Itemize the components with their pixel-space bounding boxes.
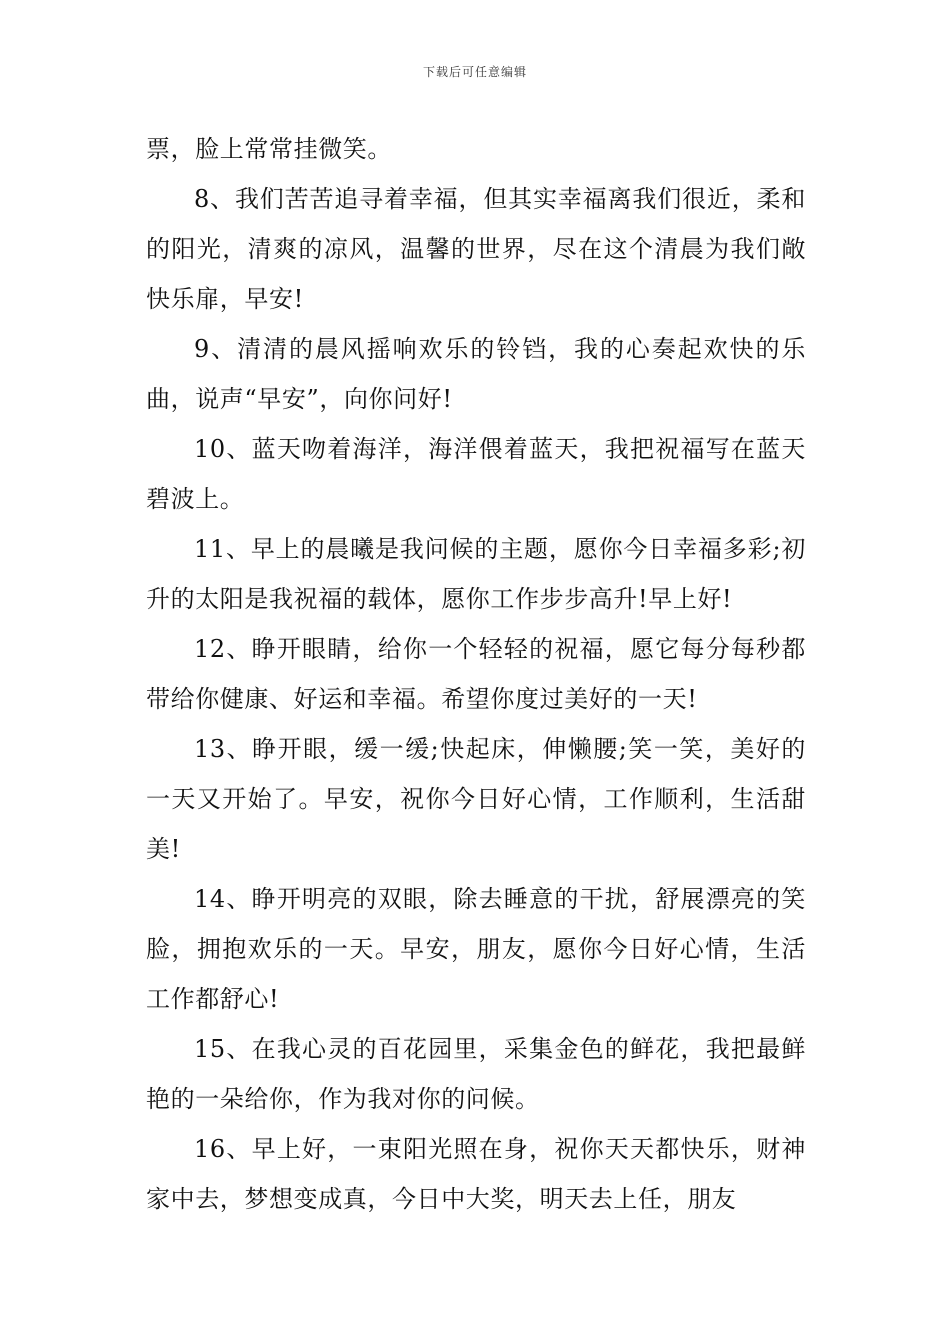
paragraph-15: 15、在我心灵的百花园里，采集金色的鲜花，我把最鲜艳的一朵给你，作为我对你的问候。 [146,1035,806,1113]
paragraph-11: 11、早上的晨曦是我问候的主题，愿你今日幸福多彩;初升的太阳是我祝福的载体，愿你工作步步高升!早上好! [146,535,806,613]
paragraph-continuation: 票，脸上常常挂微笑。 [146,135,392,163]
paragraph-12: 12、睁开眼睛，给你一个轻轻的祝福，愿它每分每秒都带给你健康、好运和幸福。希望你度过美好的一天! [146,635,806,713]
paragraph-13: 13、睁开眼，缓一缓;快起床，伸懒腰;笑一笑，美好的一天又开始了。早安，祝你今日好心情，工作顺利，生活甜美! [146,735,806,863]
document-body [146,124,806,1224]
page-header-note: 下载后可任意编辑 [422,65,527,79]
paragraph-16: 16、早上好，一束阳光照在身，祝你天天都快乐，财神家中去，梦想变成真，今日中大奖，明天去上任，朋友 [146,1135,806,1213]
paragraph-10: 10、蓝天吻着海洋，海洋偎着蓝天，我把祝福写在蓝天碧波上。 [146,435,806,513]
paragraph-8: 8、我们苦苦追寻着幸福，但其实幸福离我们很近，柔和的阳光，清爽的凉风，温馨的世界，尽在这个清晨为我们敞快乐扉，早安! [146,185,806,313]
paragraph-14: 14、睁开明亮的双眼，除去睡意的干扰，舒展漂亮的笑脸，拥抱欢乐的一天。早安，朋友，愿你今日好心情，生活工作都舒心! [146,885,806,1013]
paragraph-9: 9、清清的晨风摇响欢乐的铃铛，我的心奏起欢快的乐曲，说声“早安”，向你问好! [146,335,806,413]
